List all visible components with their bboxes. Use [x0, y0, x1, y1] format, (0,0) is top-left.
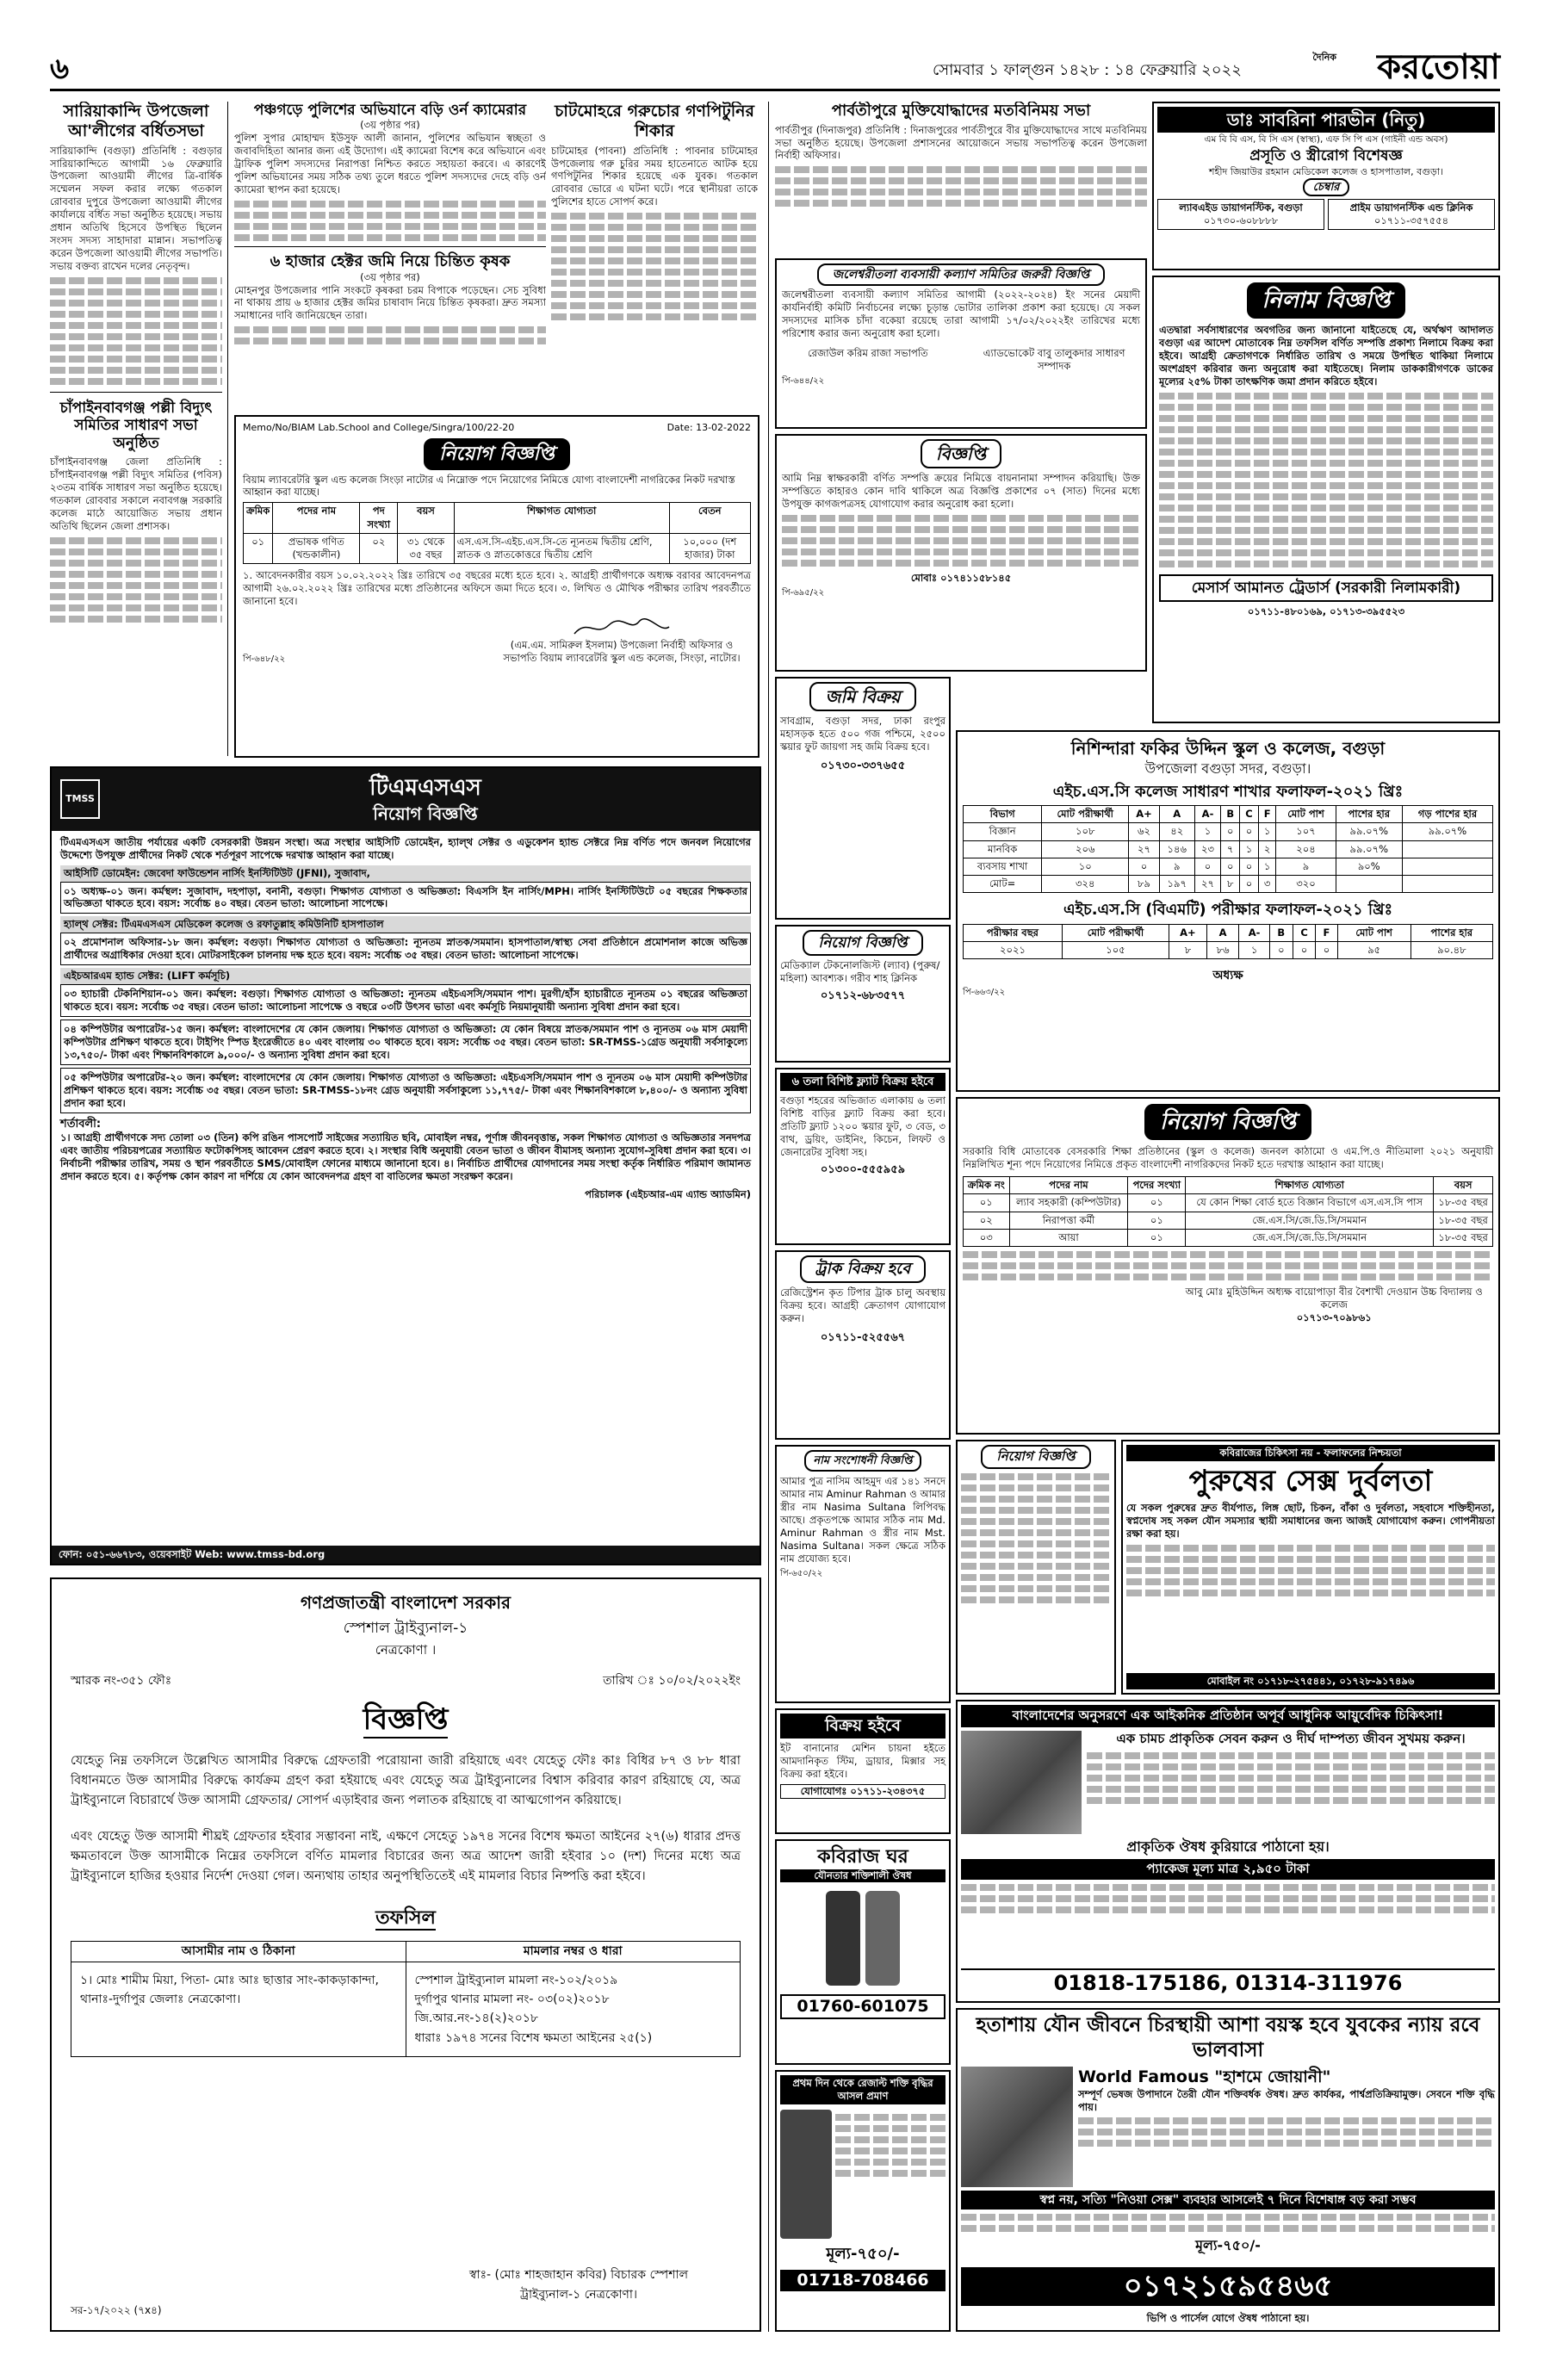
biam-row-qual: এস.এস.সি-এইচ.এস.সি-তে ন্যূনতম দ্বিতীয় শ্রেণি, স্নাতক ও স্নাতকোত্তরে দ্বিতীয় শ্রেণি: [454, 533, 669, 563]
table-row: [964, 1194, 1493, 1212]
table-cell: ১০৫: [1062, 942, 1169, 959]
property-notice: [775, 434, 1147, 672]
table-header-cell: A-: [1239, 924, 1269, 941]
biam-title: নিয়োগ বিজ্ঞপ্তি: [424, 438, 570, 470]
col3-story-body: চাটমোহর (পাবনা) প্রতিনিধি : পাবনার চাটমোহর উপজেলায় গরু চুরির সময় হাতেনাতে আটক হয়ে গণপিটুনির শিকার হয়েছে এক যুবক। গতকাল রোববার ভোরে এ ঘটনা ঘটে। পরে স্থানীয়রা তাকে পুলিশের হাতে সোপর্দ করে।: [551, 144, 758, 208]
table-cell: ৬২: [1129, 823, 1160, 840]
auction-phones: ০১৭১১-৪৮০১৬৯, ০১৭১৩-৩৯৫৫২৩: [1247, 605, 1405, 618]
doctor-phone2: ০১৭১১-৩৫৭৫৫৪: [1373, 214, 1449, 227]
col2-story1-body: পুলিশ সুপার মোহাম্মদ ইউসুফ আলী জানান, পুলিশের অভিযান স্বচ্ছতা ও জবাবদিহিতা আনার জন্য এই উদ্যোগ। এই ক্যামেরা বিশেষ করে অভিযানে এবং ট্রাফিক পুলিশ সদস্যদের নিরাপত্তা নিশ্চিত করতে সহায়তা করবে। এ কারণেই পুলিশ অভিযানের সময় সঠিক তথ্য তুলে ধরতে পুলিশ সদস্যদের দেহে বড়ি ওর্ন ক্যামেরা স্থাপন করা হয়েছে।: [234, 132, 546, 196]
table-cell: ০: [1240, 875, 1259, 892]
welfare-sig1: রেজাউল করিম রাজা সভাপতি: [808, 347, 928, 360]
gel-phone: 01718-708466: [780, 2270, 946, 2291]
table-cell: ১৮-৩৫ বছর: [1434, 1194, 1493, 1212]
job-title: নিয়োগ বিজ্ঞপ্তি: [803, 930, 922, 956]
table-cell: ৯০.৪৮: [1410, 942, 1492, 959]
tmss-director: পরিচালক (এইচআর-এম এ্যান্ড অ্যাডমিন): [585, 1187, 751, 1200]
job2-phone: ০১৭১৩-৭০৯৮৬১: [1296, 1311, 1372, 1323]
bottle-icon: [826, 1891, 860, 1986]
story1-title: সারিয়াকান্দি উপজেলা আ'লীগের বর্ধিতসভা: [63, 102, 209, 140]
doctor-degrees: এম বি বি এস, বি সি এস (স্বাস্থ্য), এফ সি পি এস (গাইনী এন্ড অবস): [1204, 134, 1448, 146]
table-cell: ৩২০: [1276, 875, 1336, 892]
table-cell: ০১: [1128, 1194, 1186, 1212]
job2-ad: [956, 1097, 1500, 1435]
auction-body: এতদ্বারা সর্বসাধারণের অবগতির জন্য জানানো যাইতেছে যে, অর্থঋণ আদালত বগুড়া এর আদেশ মোতাবেক নিম্ন তফসিল বর্ণিত সম্পত্তি প্রকাশ্য নিলামে বিক্রয় করা হইবে। আগ্রহী ক্রেতাগণকে নির্ধারিত তারিখ ও সময়ে উপস্থিত থাকিয়া নিলামে অংশগ্রহণ করিবার জন্য অনুরোধ করা যাইতেছে। নিলাম ডাককারীগণকে ডাকের মূল্যের ২৫% টাকা তাৎক্ষণিক জমা প্রদান করিতে হইবে।: [1159, 324, 1493, 388]
tmss-sec1: আইসিটি ডোমেইন: জেবেদা ফাউন্ডেশন নার্সিং ইনস্টিটিউট (JFNI), সুজাবাদ,: [60, 865, 751, 882]
truck-sale-ad: [775, 1250, 951, 1440]
col3-story: [551, 102, 758, 410]
biam-date: Date: 13-02-2022: [666, 422, 751, 433]
tmss-contact: ফোন: ০৫১-৬৬৭৮৩, ওয়েবসাইট Web: www.tmss-bd.org: [52, 1546, 760, 1564]
table-cell: ০১: [1128, 1229, 1186, 1246]
biam-notes: ১. আবেদনকারীর বয়স ১০.০২.২০২২ খ্রিঃ তারিখে ৩৫ বছরের মধ্যে হতে হবে। ২. আগ্রহী প্রার্থীগণকে অধ্যক্ষ বরাবর আবেদনপত্র আগামী ২৬.০২.২০২২ খ্রিঃ তারিখের মধ্যে প্রতিষ্ঠানের অফিসে জমা দিতে হবে। ৩. লিখিত ও মৌখিক পরীক্ষার তারিখ পরবর্তীতে জানানো হবে।: [243, 569, 751, 607]
biam-memo: Memo/No/BIAM Lab.School and College/Singra/100/22-20: [243, 422, 515, 433]
school-results-ad: [956, 730, 1500, 1092]
doctor-chamber-label: চেম্বার: [1303, 178, 1350, 196]
table-cell: ১০৭: [1276, 823, 1336, 840]
clinic-body: যে সকল পুরুষের দ্রুত বীর্যপাত, লিঙ্গ ছোট, চিকন, বাঁকা ও দুর্বলতা, সহবাসে শক্তিহীনতা, স্বপ্নদোষ সহ সকল যৌন সমস্যার স্থায়ী সমাধানের জন্য আজই যোগাযোগ করুন। গোপনীয়তা রক্ষা করা হয়।: [1126, 1502, 1495, 1540]
biam-row-sl: ০১: [244, 533, 273, 563]
result2-table: [963, 924, 1493, 959]
machine-sale-ad: [775, 1708, 951, 1834]
table-cell: আয়া: [1009, 1229, 1128, 1246]
welfare-sig2: এ্যাডভোকেট বাবু তালুকদার সাধারণ সম্পাদক: [983, 347, 1125, 373]
table-row: [964, 823, 1493, 840]
table-header-cell: পাশের হার: [1336, 806, 1402, 823]
table-cell: ল্যাব সহকারী (কম্পিউটার): [1009, 1194, 1128, 1212]
biam-code: পি-৬৪৮/২২: [243, 654, 286, 664]
table-cell: ১৮-৩৫ বছর: [1434, 1212, 1493, 1229]
table-cell: ১: [1194, 823, 1221, 840]
table-cell: মোট=: [964, 875, 1042, 892]
col2-story1-title: পঞ্চগড়ে পুলিশের অভিযানে বড়ি ওর্ন ক্যামেরার: [253, 102, 527, 119]
table-header-cell: A+: [1169, 924, 1207, 941]
name-body: আমার পুত্র নাসিম আহমুদ এর ১৪১ সনদে আমার নাম Aminur Rahman ও আমার স্ত্রীর নাম Nasima Sultana লিপিবদ্ধ আছে। প্রকৃতপক্ষে আমার সঠিক নাম Md. Aminur Rahman ও স্ত্রীর নাম Mst. Nasima Sultana। সকল ক্ষেত্রে সঠিক নাম প্রযোজ্য হবে।: [780, 1475, 946, 1565]
table-cell: ০: [1269, 942, 1293, 959]
table-cell: ১০: [1042, 858, 1129, 875]
table-header-cell: B: [1221, 806, 1240, 823]
table-cell: ৮: [1221, 875, 1240, 892]
table-cell: ৩: [1258, 875, 1276, 892]
table-cell: ৯: [1276, 858, 1336, 875]
welfare-code: পি-৬৪৪/২২: [782, 376, 825, 387]
table-cell: বিজ্ঞান: [964, 823, 1042, 840]
tmss-org-title: টিএমএসএস: [369, 775, 481, 801]
table-header-cell: C: [1293, 924, 1315, 941]
col3-story-title: চাটমোহরে গরুচোর গণপিটুনির শিকার: [555, 102, 754, 140]
doctor-hospital: শহীদ জিয়াউর রহমান মেডিকেল কলেজ ও হাসপাতাল, বগুড়া।: [1209, 165, 1443, 177]
tmss-post5: ০৫ কম্পিউটার অপারেটর-২০ জন। কর্মস্থল: বাংলাদেশের যে কোন জেলায়। শিক্ষাগত যোগ্যতা ও অভিজ্ঞতা: এইচএসসি/সমমান পাশ ও ন্যূনতম ০৬ মাস মেয়াদী কম্পিউটার প্রশিক্ষণ থাকতে হবে। বয়স: সর্বোচ্চ ৩৫ বছর। বেতন ভাতা: SR-TMSS-১৮নং গ্রেড অনুযায়ী সর্বসাকুল্যে ১১,৭৭৫/- টাকা এবং শিক্ষানবিশকালে ৮,৪০০/- ও অন্যান্য সুবিধা প্রদান করা হবে।: [60, 1068, 751, 1113]
gel-ad: [775, 2070, 951, 2332]
biam-th-salary: বেতন: [669, 503, 751, 533]
gov-tribunal: স্পেশাল ট্রাইব্যুনাল-১: [343, 1620, 468, 1638]
name-correction-ad: [775, 1445, 951, 1703]
herb-sub: যৌনতার শক্তিশালী ঔষধ: [780, 1869, 946, 1882]
table-cell: মানবিক: [964, 840, 1042, 858]
table-cell: ০: [1221, 823, 1240, 840]
story1-body: সারিয়াকান্দি (বগুড়া) প্রতিনিধি : বগুড়ার সারিয়াকান্দিতে আগামী ১৬ ফেব্রুয়ারি উপজেলা আওয়ামী লীগের ত্রি-বার্ষিক সম্মেলন সফল করার লক্ষ্যে গতকাল রোববার দুপুরে উপজেলা আওয়ামী লীগের কার্যালয়ে বর্ধিত সভা অনুষ্ঠিত হয়েছে। সভায় প্রধান অতিথি হিসেবে উপস্থিত ছিলেন সংসদ সদস্য সাহাদারা মান্নান। সভাপতিত্ব করেন উপজেলা আওয়ামী লীগের সভাপতি। সভায় বক্তব্য রাখেন দলের নেতৃবৃন্দ।: [50, 144, 222, 273]
doctor-clinic1: ল্যাবএইড ডায়াগনস্টিক, বগুড়া: [1179, 201, 1303, 214]
ayur-price: প্যাকেজ মূল্য মাত্র ২,৯৫০ টাকা: [961, 1859, 1495, 1880]
herb-title: কবিরাজ ঘর: [817, 1846, 908, 1868]
table-header-cell: পরীক্ষার বছর: [964, 924, 1063, 941]
welfare-title: জলেশ্বরীতলা ব্যবসায়ী কল্যাণ সমিতির জরুরী বিজ্ঞপ্তি: [817, 263, 1106, 286]
table-header-cell: গড় পাশের হার: [1402, 806, 1492, 823]
gov-title: বিজ্ঞপ্তি: [363, 1702, 449, 1738]
table-cell: ১: [1239, 942, 1269, 959]
result2-title: এইচ.এস.সি (বিএমটি) পরীক্ষার ফলাফল-২০২১ খ্রিঃ: [1063, 901, 1393, 920]
table-header-cell: মোট পাশ: [1337, 924, 1410, 941]
doctor-specialty: প্রসূতি ও স্ত্রীরোগ বিশেষজ্ঞ: [1249, 147, 1403, 165]
tmss-post2: ০২ প্রমোশনাল অফিসার-১৮ জন। কর্মস্থল: বগুড়া। শিক্ষাগত যোগ্যতা ও অভিজ্ঞতা: ন্যূনতম স্নাতক/সমমান। হাসপাতাল/স্বাস্থ্য সেবা প্রতিষ্ঠানে প্রমোশনাল কাজে অভিজ্ঞ প্রার্থীদের অগ্রাধিকার দেওয়া হবে। মোটরসাইকেল চালনায় দক্ষ হতে হবে। বয়স: সর্বোচ্চ ৩৫ বছর। বেতন ভাতা: আলোচনা সাপেক্ষে।: [60, 933, 751, 965]
auction-title: নিলাম বিজ্ঞপ্তি: [1247, 282, 1406, 319]
gov-schedule: তফসিল: [375, 1907, 436, 1930]
gov-table: [71, 1941, 741, 2057]
biam-table: [243, 502, 751, 564]
table-header-cell: B: [1269, 924, 1293, 941]
biam-row-post: প্রভাষক গণিত (খন্ডকালীন): [273, 533, 360, 563]
job3-title: নিয়োগ বিজ্ঞপ্তি: [981, 1445, 1090, 1469]
tmss-sec2: হ্যাল্থ সেক্টর: টিএমএসএস মেডিকেল কলেজ ও রফাতুল্লাহ কমিউনিটি হাসপাতাল: [60, 916, 751, 933]
land-phone: ০১৭৩০-৩৩৭৬৫৫: [820, 759, 906, 773]
clinic-phone: মোবাইল নং ০১৭১৮-২৭৫৪৪১, ০১৭২৮-৯১৭৪৯৬: [1126, 1673, 1495, 1689]
table-header-cell: পদের সংখ্যা: [1128, 1177, 1186, 1194]
table-cell: জে.এস.সি/জে.ডি.সি/সমমান: [1186, 1229, 1434, 1246]
biam-th-age: বয়স: [398, 503, 455, 533]
table-row: [964, 875, 1493, 892]
small-job-ad: [775, 925, 951, 1063]
job2-table: [963, 1176, 1493, 1247]
school-place: উপজেলা বগুড়া সদর, বগুড়া।: [1144, 760, 1311, 778]
table-cell: ৯০%: [1336, 858, 1402, 875]
land-title: জমি বিক্রয়: [809, 682, 915, 711]
biam-row-count: ০২: [360, 533, 398, 563]
ayur-title: বাংলাদেশের অনুসরণে এক আইকনিক প্রতিষ্ঠান অপূর্ব আধুনিক আয়ুর্বেদিক চিকিৎসা!: [961, 1705, 1495, 1727]
table-cell: ০: [1221, 858, 1240, 875]
col2-story2-title: ৬ হাজার হেক্টর জমি নিয়ে চিন্তিত কৃষক: [270, 252, 511, 271]
table-header-cell: F: [1258, 806, 1276, 823]
notice-body: আমি নিম্ন স্বাক্ষরকারী বর্ণিত সম্পত্তি ক্রয়ের নিমিত্তে বায়নানামা সম্পাদন করিয়াছি। উক্ত সম্পত্তিতে কাহারও কোন দাবি থাকিলে অত্র বিজ্ঞপ্তি প্রকাশের ০৭ (সাত) দিনের মধ্যে উপযুক্ত কাগজপত্রসহ যোগাযোগ করার অনুরোধ করা হলো।: [782, 472, 1140, 511]
biam-intro: বিয়াম ল্যাবরেটরি স্কুল এন্ড কলেজ সিংড়া নাটোর এ নিম্নোক্ত পদে নিয়োগের নিমিত্তে যোগ্য বাংলাদেশী নাগরিকের নিকট দরখাস্ত আহ্বান করা যাচ্ছে।: [243, 473, 735, 499]
gel-title: প্রথম দিন থেকে রেজাল্ট শক্তি বৃদ্ধির আসল প্রমাণ: [780, 2075, 946, 2104]
tmss-logo-icon: TMSS: [60, 779, 100, 819]
herb-phone: 01760-601075: [780, 1994, 946, 2019]
page-number: ৬: [50, 52, 70, 86]
table-row: [71, 1962, 741, 2057]
table-cell: ব্যবসায় শাখা: [964, 858, 1042, 875]
land-body: সাবগ্রাম, বগুড়া সদর, ঢাকা রংপুর মহাসড়ক হতে ৫০০ গজ পশ্চিমে, ২৫০০ স্কয়ার ফুট জায়গা সহ জমি বিক্রয় হবে।: [780, 715, 946, 753]
tmss-sec3: এইচআরএম হ্যান্ড সেক্টর: (LIFT কর্মসূচি): [60, 968, 751, 984]
gel-price: মূল্য-৭৫০/-: [826, 2244, 900, 2263]
truck-phone: ০১৭১১-৫২৫৫৬৭: [820, 1330, 906, 1344]
tmss-terms: ১। আগ্রহী প্রার্থীগণকে সদ্য তোলা ০৩ (তিন) কপি রঙিন পাসপোর্ট সাইজের সত্যায়িত ছবি, মোবাইল নম্বর, পূর্ণাঙ্গ জীবনবৃত্তান্ত, সকল শিক্ষাগত যোগ্যতা ও অভিজ্ঞতার সনদপত্র এবং জাতীয় পরিচয়পত্রের সত্যায়িত ফটোকপিসহ আবেদন প্রেরণ করতে হবে। ২। সংস্থার বিধি অনুযায়ী বেতন ভাতা ও জীবন বীমাসহ অন্যান্য সুযোগ-সুবিধা প্রদান করা হবে। ৩। নির্বাচনী পরীক্ষার তারিখ, সময় ও স্থান পরবর্তীতে SMS/মোবাইল ফোনের মাধ্যমে জানানো হবে। ৪। নির্বাচিত প্রার্থীদের যোগদানের সময় সংস্থা কর্তৃক নির্ধারিত পরিমাণ জামানত প্রদান করতে হবে। ৫। কর্তৃপক্ষ কোন কারণ না দর্শিয়ে যে কোন আবেদনপত্র গ্রহণ বা বাতিলের ক্ষমতা সংরক্ষণ করেন।: [60, 1131, 751, 1182]
table-cell: ৮৯: [1129, 875, 1160, 892]
biam-signer: (এম.এম. সামিরুল ইসলাম) উপজেলা নির্বাহী অফিসার ও সভাপতি বিয়াম ল্যাবরেটরি স্কুল এন্ড কলেজ, সিংড়া, নাটোর।: [503, 638, 741, 664]
gov-col-name: আসামীর নাম ও ঠিকানা: [71, 1942, 406, 1962]
ayur-sub: এক চামচ প্রাকৃতিক সেবন করুন ও দীর্ঘ দাম্পত্য জীবন সুখময় করুন।: [1116, 1730, 1466, 1746]
table-cell: ৪২: [1159, 823, 1194, 840]
table-row: [964, 1229, 1493, 1246]
table-header-cell: C: [1240, 806, 1259, 823]
table-header-cell: ক্রমিক নং: [964, 1177, 1010, 1194]
result1-title: এইচ.এস.সি কলেজ সাধারণ শাখার ফলাফল-২০২১ খ্রিঃ: [1052, 782, 1404, 801]
doctor-phone1: ০১৭৩০-৬০৮৮৮৮: [1203, 214, 1279, 227]
table-header-cell: A: [1206, 924, 1239, 941]
table-cell: ০: [1194, 858, 1221, 875]
gov-col-case: মামলার নম্বর ও ধারা: [406, 1942, 741, 1962]
table-cell: ১: [1258, 823, 1276, 840]
table-cell: ৮: [1169, 942, 1207, 959]
table-cell: ৯৯.০৭%: [1336, 840, 1402, 858]
name-code: পি-৬৫০/২২: [780, 1568, 823, 1578]
col4-story-title: পার্বতীপুরে মুক্তিযোদ্ধাদের মতবিনিময় সভা: [831, 102, 1091, 120]
tmss-header: [52, 768, 760, 831]
table-cell: ১৯৭: [1159, 875, 1194, 892]
table-header-cell: মোট পাশ: [1276, 806, 1336, 823]
ayurvedic-ad: [956, 1700, 1500, 2003]
table-cell: ১০৮: [1042, 823, 1129, 840]
table-cell: [1402, 840, 1492, 858]
tmss-intro: টিএমএসএস জাতীয় পর্যায়ের একটি বেসরকারী উন্নয়ন সংস্থা। অত্র সংস্থার আইসিটি ডোমেইন, হ্যাল্থ সেক্টর ও এডুকেশন হ্যান্ড সেক্টরে নিম্ন বর্ণিত পদে জনবল নিয়োগের উদ্দেশ্যে উপযুক্ত প্রার্থীদের নিকট থেকে শর্তপূরণ সাপেক্ষে দরখাস্ত আহ্বান করা যাচ্ছে।: [60, 835, 751, 861]
table-header-cell: A-: [1194, 806, 1221, 823]
tmss-post1: ০১ অধ্যক্ষ-০১ জন। কর্মস্থল: সুজাবাদ, দহপাড়া, বনানী, বগুড়া। শিক্ষাগত যোগ্যতা ও অভিজ্ঞতা: বিএসসি ইন নার্সিং/MPH। নার্সিং ইনস্টিটিউটে ০৫ বছরের শিক্ষকতার অভিজ্ঞতা থাকতে হবে। বয়স: সর্বোচ্চ ৪০ বছর। বেতন ভাতা: আলোচনা সাপেক্ষে।: [60, 882, 751, 914]
table-cell: [1402, 858, 1492, 875]
date-line: সোমবার ১ ফাল্গুন ১৪২৮ : ১৪ ফেব্রুয়ারি ২০২২: [932, 61, 1242, 79]
gov-case1: স্পেশাল ট্রাইব্যুনাল মামলা নং-১০২/২০১৯: [414, 1973, 618, 1987]
herbal-power-ad: [956, 2008, 1500, 2332]
auction-company: মেসার্স আমানত ট্রেডার্স (সরকারী নিলামকারী): [1159, 574, 1493, 602]
col2-story2-sub: (৩য় পৃষ্ঠার পর): [360, 270, 420, 283]
job-phone: ০১৭১২-৬৮৩৫৭৭: [820, 989, 906, 1003]
doctor-clinic2: প্রাইম ডায়াগনস্টিক এন্ড ক্লিনিক: [1349, 201, 1473, 214]
truck-title: ট্রাক বিক্রয় হবে: [800, 1255, 927, 1283]
table-cell: জে.এস.সি/জে.ডি.সি/সমমান: [1186, 1212, 1434, 1229]
table-cell: নিরাপত্তা কর্মী: [1009, 1212, 1128, 1229]
gov-accused: ১। মোঃ শামীম মিয়া, পিতা- মোঃ আঃ ছাত্তার সাং-কাকড়াকান্দা, থানাঃ-দুর্গাপুর জেলাঃ নেত্রকোণা।: [71, 1962, 406, 2057]
table-row: [964, 1212, 1493, 1229]
table-header-cell: মোট পরীক্ষার্থী: [1062, 924, 1169, 941]
table-cell: ০১: [1128, 1212, 1186, 1229]
table-cell: ০২: [964, 1212, 1010, 1229]
table-cell: ৯৯.০৭%: [1336, 823, 1402, 840]
table-cell: ১: [1258, 858, 1276, 875]
flat-sale-ad: [775, 1068, 951, 1245]
notice-title: বিজ্ঞপ্তি: [921, 439, 1001, 468]
table-cell: [1402, 875, 1492, 892]
biam-job-ad: [234, 415, 760, 758]
tmss-job-ad: [50, 766, 761, 1565]
table-row: [964, 858, 1493, 875]
paper-name: করতোয়া: [1377, 46, 1500, 87]
biam-th-qual: শিক্ষাগত যোগ্যতা: [454, 503, 669, 533]
biam-th-post: পদের নাম: [273, 503, 360, 533]
table-cell: ২: [1258, 840, 1276, 858]
job2-sig: আবু মোঃ মুহিউদ্দিন অধ্যক্ষ বায়োপাড়া বীর বৈশাখী দেওয়ান উচ্চ বিদ্যালয় ও কলেজ: [1185, 1285, 1483, 1311]
job2-body: সরকারি বিধি মোতাবেক বেসরকারি শিক্ষা প্রতিষ্ঠানের (স্কুল ও কলেজ) জনবল কাঠামো ও এম.পি.ও নীতিমালা ২০২১ অনুযায়ী নিম্নলিখিত শূন্য পদে নিয়োগের নিমিত্তে প্রকৃত বাংলাদেশী নাগরিকদের নিকট হতে দরখাস্ত আহ্বান করা যাচ্ছে।: [963, 1145, 1493, 1171]
gov-case3: জি.আর.নং-১৪(২)২০১৮: [414, 2011, 538, 2026]
result-code: পি-৬৬৩/২২: [963, 987, 1006, 997]
table-cell: যে কোন শিক্ষা বোর্ড হতে বিজ্ঞান বিভাগে এস.এস.সি পাস: [1186, 1194, 1434, 1212]
gov-case4: ধারাঃ ১৯৭৪ সনের বিশেষ ক্ষমতা আইনের ২৫(১): [414, 2030, 653, 2045]
store-title: ৬ তলা বিশিষ্ট ফ্ল্যাট বিক্রয় হইবে: [780, 1073, 946, 1091]
table-cell: ৮৬: [1206, 942, 1239, 959]
col2-story1-sub: (৩য় পৃষ্ঠার পর): [360, 119, 420, 132]
ayur-offer: প্রাকৃতিক ঔষধ কুরিয়ারে পাঠানো হয়।: [1126, 1838, 1330, 1855]
welfare-body: জলেশ্বরীতলা ব্যবসায়ী কল্যাণ সমিতির আগামী (২০২২-২০২৪) ইং সনের মেয়াদী কার্যনির্বাহী কমিটি নির্বাচনের লক্ষ্যে চূড়ান্ত ভোটার তালিকা প্রকাশ করা হয়েছে। যে সকল সদস্যদের মাসিক চাঁদা বকেয়া রয়েছে তারা আগামী ১৭/০২/২০২২ইং তারিখের মধ্যে পরিশোধ করার জন্য অনুরোধ করা হলো।: [782, 288, 1140, 340]
land-sale-ad: [775, 677, 951, 920]
herbal-ad: [775, 1839, 951, 2065]
sale-title: বিক্রয় হইবে: [780, 1714, 946, 1739]
notice-code: পি-৬৯৫/২২: [782, 588, 825, 598]
table-row: [244, 533, 751, 563]
table-cell: ০: [1240, 858, 1259, 875]
table-cell: ০: [1316, 942, 1337, 959]
auction-ad: [1152, 276, 1500, 723]
col2-story2-body: মোহনপুর উপজেলার পানি সংকটে কৃষকরা চরম বিপাকে পড়েছেন। সেচ সুবিধা না থাকায় প্রায় ৬ হাজার হেক্টর জমির চাষাবাদ নিয়ে চিন্তিত কৃষকরা। দ্রুত সমস্যা সমাধানের দাবি জানিয়েছেন তারা।: [234, 283, 546, 322]
herb2-title: হতাশায় যৌন জীবনে চিরস্থায়ী আশা বয়স্ক হবে যুবকের ন্যায় রবে ভালবাসা: [976, 2014, 1480, 2061]
product-photo-icon: [961, 2067, 1073, 2187]
col1-stories: [50, 102, 222, 756]
biam-th-sl: ক্রমিক: [244, 503, 273, 533]
table-header-cell: A+: [1129, 806, 1160, 823]
table-header-cell: পাশের হার: [1410, 924, 1492, 941]
table-header-cell: মোট পরীক্ষার্থী: [1042, 806, 1129, 823]
biam-th-count: পদ সংখ্যা: [360, 503, 398, 533]
clinic-banner: কবিরাজের চিকিৎসা নয় - ফলাফলের নিশ্চয়তা: [1126, 1445, 1495, 1461]
result1-table: [963, 805, 1493, 893]
signature-icon: [493, 617, 751, 639]
herb2-phone: ০১৭২১৫৯৫৪৬৫: [961, 2267, 1495, 2306]
col2-stories: [234, 102, 546, 410]
tmss-post4: ০৪ কম্পিউটার অপারেটর-১৫ জন। কর্মস্থল: বাংলাদেশের যে কোন জেলায়। শিক্ষাগত যোগ্যতা ও অভিজ্ঞতা: যে কোন বিষয়ে স্নাতক/সমমান পাশ ও ন্যূনতম ০৬ মাস মেয়াদী কম্পিউটার প্রশিক্ষণ থাকতে হবে। টাইপিং স্পিড ইংরেজীতে ৪০ এবং বাংলায় ৩০ থাকতে হবে। বয়স: সর্বোচ্চ ৩৫ বছর। বেতন ভাতা: SR-TMSS-১গ্রেড অনুযায়ী সর্বসাকুল্যে ১৩,৭৫০/- টাকা এবং শিক্ষানবিশকালে ৯,০০০/- ও অন্যান্য সুবিধা প্রদান করা হবে।: [60, 1020, 751, 1065]
ayur-phones: 01818-175186, 01314-311976: [961, 1968, 1495, 1998]
table-header-cell: শিক্ষাগত যোগ্যতা: [1186, 1177, 1434, 1194]
tmss-terms-label: শর্তাবলী:: [60, 1117, 102, 1131]
gov-para1: যেহেতু নিম্ন তফসিলে উল্লেখিত আসামীর বিরুদ্ধে গ্রেফতারী পরোয়ানা জারী রহিয়াছে এবং যেহেতু ফৌঃ কাঃ বিধির ৮৭ ও ৮৮ ধারা বিধানমতে উক্ত আসামীর বিরুদ্ধে কার্যক্রম গ্রহণ করা হইয়াছে এবং যেহেতু অত্র ট্রাইব্যুনালের বিশ্বাস করিবার কারণ রহিয়াছে যে, অত্র ট্রাইব্যুনালে বিচারার্থে উক্ত আসামী গ্রেফতার/ সোপর্দ এড়াইবার জন্য পলাতক রহিয়াছে বা আত্মগোপন করিয়াছে।: [71, 1753, 741, 1808]
table-cell: ০: [1293, 942, 1315, 959]
store-phone: ০১৩০০-৫৫৫৯৫৯: [820, 1162, 906, 1176]
table-cell: ৯৯.০৭%: [1402, 823, 1492, 840]
job2-title: নিয়োগ বিজ্ঞপ্তি: [1144, 1104, 1311, 1140]
story2-title: চাঁপাইনবাবগঞ্জ পল্লী বিদ্যুৎ সমিতির সাধারণ সভা অনুষ্ঠিত: [59, 399, 213, 452]
herb2-body: সম্পূর্ণ ভেষজ উপাদানে তৈরী যৌন শক্তিবর্ধক ঔষধ। দ্রুত কার্যকর, পার্শ্বপ্রতিক্রিয়ামুক্ত। সেবনে শক্তি বৃদ্ধি পায়।: [1078, 2087, 1495, 2113]
table-header-cell: A: [1159, 806, 1194, 823]
gov-place: নেত্রকোণা ।: [375, 1641, 437, 1658]
paper-kicker: দৈনিক: [1312, 52, 1336, 63]
masthead: [50, 46, 1500, 91]
herb2-world: World Famous "হাশমে জোয়ানী": [1078, 2067, 1331, 2086]
table-cell: ২৩: [1194, 840, 1221, 858]
sale-body: ইট বানানোর মেশিন চায়না হইতে আমদানিকৃত স্টিম, ড্রায়ার, মিক্সার সহ বিক্রয় করা হইবে।: [780, 1742, 946, 1780]
gov-memo: স্মারক নং-৩৫১ ফৌঃ: [71, 1673, 172, 1688]
sale-phone: যোগাযোগঃ ০১৭১১-২৩৪৩৭৫: [780, 1784, 946, 1799]
gov-govt: গণপ্রজাতন্ত্রী বাংলাদেশ সরকার: [301, 1592, 511, 1613]
gov-para2: এবং যেহেতু উক্ত আসামী শীঘ্রই গ্রেফতার হইবার সম্ভাবনা নাই, এক্ষণে সেহেতু ১৯৭৪ সনের বিশেষ ক্ষমতা আইনের ২৭(৬) ধারার প্রদত্ত ক্ষমতাবলে উক্ত আসামীকে নিম্নের তফসিলে বর্ণিত মামলার বিচারের জন্য অত্র আদেশ জারী হইবার ১০ (দশ) দিনের মধ্যে অত্র ট্রাইব্যুনালে হাজির হওয়ার নির্দেশ দেওয়া গেল। অন্যথায় তাহার অনুপস্থিতিতেই এই মামলার বিচার নিষ্পত্তি করা হইবে।: [71, 1829, 741, 1883]
table-cell: ৭: [1221, 840, 1240, 858]
table-cell: ০: [1240, 823, 1259, 840]
table-header-cell: বয়স: [1434, 1177, 1493, 1194]
bottle-icon: [865, 1891, 900, 1986]
table-cell: ২০৬: [1042, 840, 1129, 858]
product-photo-icon: [961, 1731, 1082, 1834]
col4-story: [775, 102, 1147, 253]
small-job3-ad: [956, 1440, 1116, 1695]
table-cell: ৯৫: [1337, 942, 1410, 959]
biam-row-age: ৩১ থেকে ৩৫ বছর: [398, 533, 455, 563]
school-name: নিশিন্দারা ফকির উদ্দিন স্কুল ও কলেজ, বগুড়া: [1070, 738, 1386, 759]
gov-case2: দুর্গাপুর থানার মামলা নং- ০৩(০২)২০১৮: [414, 1992, 610, 2006]
welfare-notice: [775, 258, 1147, 429]
table-cell: ০৩: [964, 1229, 1010, 1246]
doctor-ad: [1152, 102, 1500, 270]
table-cell: ০: [1129, 858, 1160, 875]
notice-phone: মোবাঃ ০১৭৪১১৫৮১৪৫: [910, 572, 1012, 585]
table-cell: ১: [1240, 840, 1259, 858]
clinic-title: পুরুষের সেক্স দুর্বলতা: [1188, 1463, 1433, 1498]
table-cell: ২৭: [1129, 840, 1160, 858]
table-cell: ১৪৬: [1159, 840, 1194, 858]
table-cell: ৩২৪: [1042, 875, 1129, 892]
tmss-sub-title: নিয়োগ বিজ্ঞপ্তি: [373, 803, 478, 825]
table-cell: ২৭: [1194, 875, 1221, 892]
store-body: বগুড়া শহরের অভিজাত এলাকায় ৬ তলা বিশিষ্ট বাড়ির ফ্ল্যাট বিক্রয় করা হবে। প্রতিটি ফ্ল্যাট ১২০০ স্কয়ার ফুট, ৩ বেড, ৩ বাথ, ড্রয়িং, ডাইনিং, কিচেন, লিফট ও জেনারেটর সুবিধা সহ।: [780, 1094, 946, 1158]
table-header-cell: বিভাগ: [964, 806, 1042, 823]
product-icon: [780, 2110, 832, 2239]
col4-story-body: পার্বতীপুর (দিনাজপুর) প্রতিনিধি : দিনাজপুরের পার্বতীপুরে বীর মুক্তিযোদ্ধাদের সাথে মতবিনিময় সভা অনুষ্ঠিত হয়েছে। উপজেলা প্রশাসনের আয়োজনে সভায় সভাপতিত্ব করেন উপজেলা নির্বাহী অফিসার।: [775, 123, 1147, 162]
table-cell: ২০২১: [964, 942, 1063, 959]
story2-body: চাঁপাইনবাবগঞ্জ জেলা প্রতিনিধি : চাঁপাইনবাবগঞ্জ পল্লী বিদ্যুৎ সমিতির (পবিস) ২৩তম বার্ষিক সাধারণ সভা অনুষ্ঠিত হয়েছে। গতকাল রোববার সকালে নবাবগঞ্জ সরকারি কলেজ মাঠে আয়োজিত সভায় প্রধান অতিথি ছিলেন জেলা প্রশাসক।: [50, 456, 222, 532]
table-cell: [1336, 875, 1402, 892]
table-row: [964, 942, 1493, 959]
table-cell: ০১: [964, 1194, 1010, 1212]
table-cell: ৯: [1159, 858, 1194, 875]
table-header-cell: F: [1316, 924, 1337, 941]
biam-row-salary: ১০,০০০ (দশ হাজার) টাকা: [669, 533, 751, 563]
herb2-slogan: স্বপ্ন নয়, সত্যি "নিওয়া সেক্স" ব্যবহার আসলেই ৭ দিনে বিশেষাঙ্গ বড় করা সম্ভব: [961, 2191, 1495, 2210]
principal-label: অধ্যক্ষ: [1212, 969, 1243, 983]
tmss-post3: ০৩ হ্যাচারী টেকনিশিয়ান-০১ জন। কর্মস্থল: বগুড়া। শিক্ষাগত যোগ্যতা ও অভিজ্ঞতা: ন্যূনতম এইচএসসি/সমমান পাশ। মুরগী/হাঁস হ্যাচারীতে ন্যূনতম ০১ বছরের অভিজ্ঞতা থাকতে হবে। বয়স: সর্বোচ্চ ৩৫ বছর। বেতন ভাতা: আলোচনা সাপেক্ষে ও বছরে ০৩টি উৎসব ভাতা এবং কর্মসূচি নিয়মানুযায়ী অন্যান্য সুবিধা প্রদান করা হবে।: [60, 984, 751, 1017]
truck-body: রেজিস্ট্রেশন কৃত টিপার ট্রাক চালু অবস্থায় বিক্রয় হবে। আগ্রহী ক্রেতাগণ যোগাযোগ করুন।: [780, 1286, 946, 1324]
herb2-delivery: ভিপি ও পার্সেল যোগে ঔষধ পাঠানো হয়।: [1146, 2312, 1310, 2325]
table-header-cell: পদের নাম: [1009, 1177, 1128, 1194]
table-cell: ১৮-৩৫ বছর: [1434, 1229, 1493, 1246]
herb2-price: মূল্য-৭৫০/-: [1195, 2236, 1261, 2253]
clinic-ad: [1121, 1440, 1500, 1695]
gov-date: তারিখ ঃ ১০/০২/২০২২ইং: [603, 1673, 741, 1688]
gov-notice: [50, 1577, 761, 2332]
job-body: মেডিক্যাল টেকনোলজিস্ট (ল্যাব) (পুরুষ/মহিলা) আবশ্যক। গরীব শাহ ক্লিনিক: [780, 959, 940, 985]
gov-code: সর-১৭/২০২২ (৭x৪): [71, 2304, 162, 2317]
table-cell: ২০৪: [1276, 840, 1336, 858]
doctor-name: ডাঃ সাবরিনা পারভীন (নিতু): [1157, 107, 1495, 133]
name-title: নাম সংশোধনী বিজ্ঞপ্তি: [804, 1450, 921, 1472]
table-row: [964, 840, 1493, 858]
gov-judge: স্বাঃ- (মোঃ শাহজাহান কবির) বিচারক স্পেশাল ট্রাইব্যুনাল-১ নেত্রকোণা।: [468, 2268, 688, 2302]
